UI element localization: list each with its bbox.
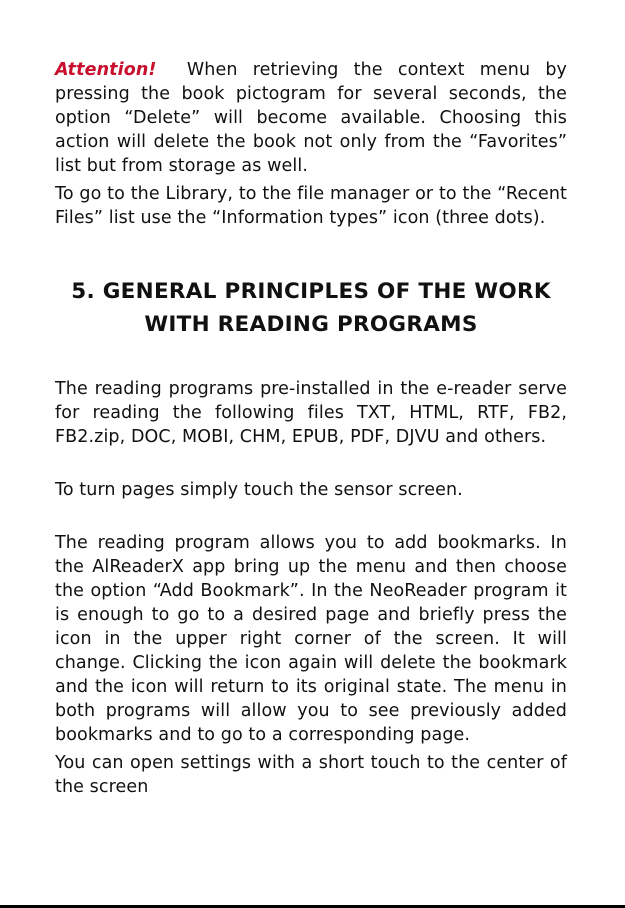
attention-label: Attention! — [55, 60, 157, 80]
document-page — [55, 58, 567, 799]
attention-paragraph — [55, 58, 567, 178]
library-paragraph: To go to the Library, to the file manager or to the “Recent Files” list use the “Information types” icon (three dots). — [55, 184, 567, 228]
programs-paragraph: The reading programs pre-installed in the e-reader serve for reading the following files TXT, HTML, RTF, FB2, FB2.zip, DOC, MOBI, CHM, EPUB, PDF, DJVU and others. — [55, 379, 567, 447]
section-heading-line2: WITH READING PROGRAMS — [144, 312, 478, 337]
attention-text: When retrieving the context menu by pressing the book pictogram for several seconds, the option “Delete” will become available. Choosing this action will delete the book not only from the “Favorites” list but from storage as well. — [55, 60, 568, 176]
section-heading — [55, 275, 567, 341]
bookmarks-paragraph: The reading program allows you to add bookmarks. In the AlReaderX app bring up the menu and then choose the option “Add Bookmark”. In the NeoReader program it is enough to go to a desired page and briefly press the icon in the upper right corner of the screen. It will change. Clicking the icon again will delete the bookmark and the icon will return to its original state. The menu in both programs will allow you to see previously added bookmarks and to go to a corresponding page. — [55, 533, 567, 745]
settings-paragraph: You can open settings with a short touch to the center of the screen — [55, 753, 567, 797]
section-heading-line1: 5. GENERAL PRINCIPLES OF THE WORK — [71, 279, 551, 304]
turn-pages-paragraph: To turn pages simply touch the sensor screen. — [55, 480, 463, 500]
